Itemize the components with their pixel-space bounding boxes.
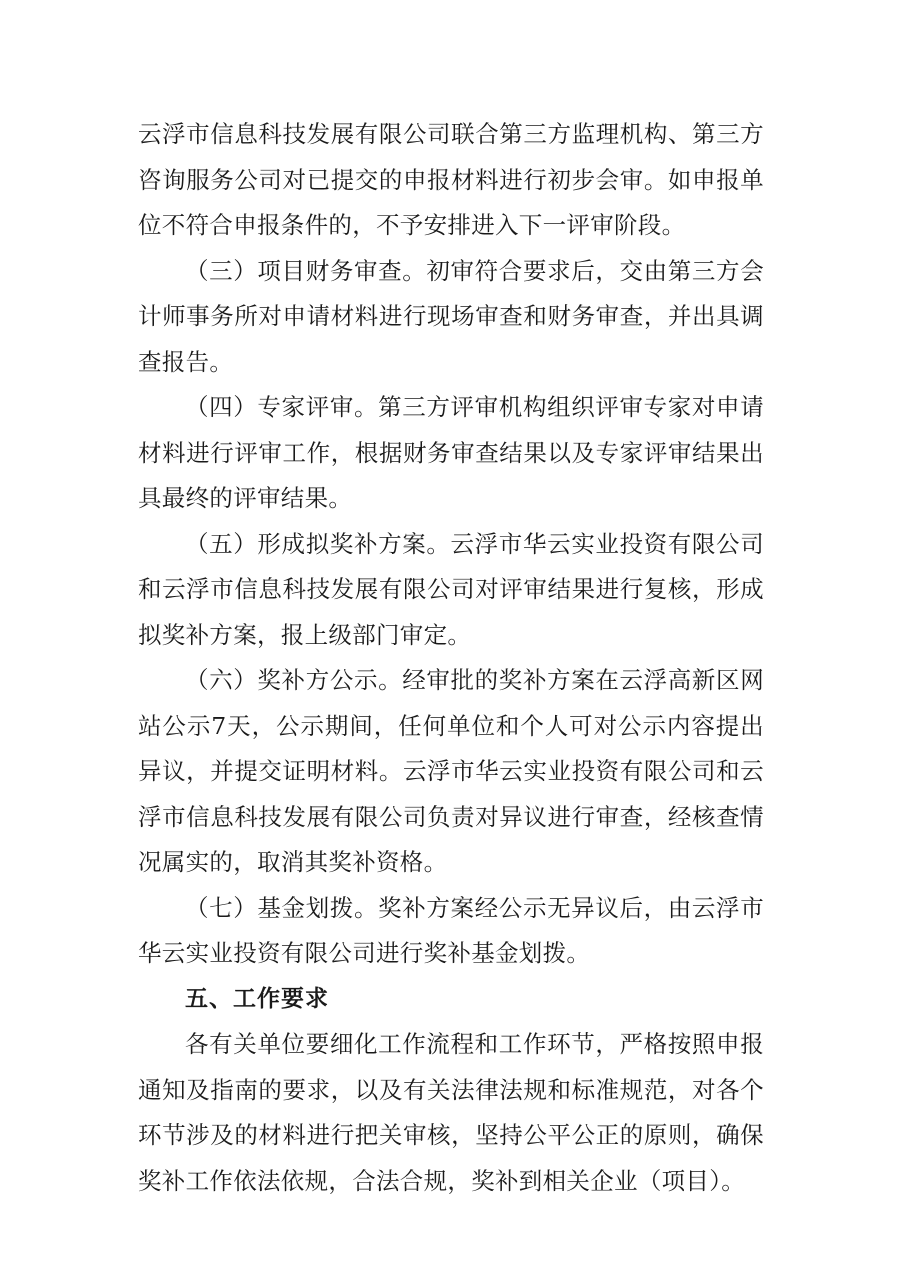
section-heading-work-requirements: 五、工作要求 xyxy=(185,985,329,1012)
paragraph-initial-review: 云浮市信息科技发展有限公司联合第三方监理机构、第三方咨询服务公司对已提交的申报材料进行初步会审。如申报单位不符合申报条件的，不予安排进入下一评审阶段。 xyxy=(138,120,764,239)
document-page xyxy=(138,112,764,1204)
paragraph-financial-review: （三）项目财务审查。初审符合要求后，交由第三方会计师事务所对申请材料进行现场审查和财务审查，并出具调查报告。 xyxy=(138,256,764,376)
paragraph-expert-review: （四）专家评审。第三方评审机构组织评审专家对申请材料进行评审工作，根据财务审查结果以及专家评审结果出具最终的评审结果。 xyxy=(138,393,764,512)
paragraph-public-notice: （六）奖补方公示。经审批的奖补方案在云浮高新区网站公示7天，公示期间，任何单位和个人可对公示内容提出异议，并提交证明材料。云浮市华云实业投资有限公司和云浮市信息科技发展有限公司负责对异议进行审查，经核查情况属实的，取消其奖补资格。 xyxy=(138,666,764,876)
paragraph-subsidy-plan: （五）形成拟奖补方案。云浮市华云实业投资有限公司和云浮市信息科技发展有限公司对评审结果进行复核，形成拟奖补方案，报上级部门审定。 xyxy=(138,529,764,649)
paragraph-fund-allocation: （七）基金划拨。奖补方案经公示无异议后，由云浮市华云实业投资有限公司进行奖补基金划拨。 xyxy=(138,893,764,967)
paragraph-work-requirements: 各有关单位要细化工作流程和工作环节，严格按照申报通知及指南的要求，以及有关法律法规和标准规范，对各个环节涉及的材料进行把关审核，坚持公平公正的原则，确保奖补工作依法依规，合法合规，奖补到相关企业（项目）。 xyxy=(138,1030,764,1195)
